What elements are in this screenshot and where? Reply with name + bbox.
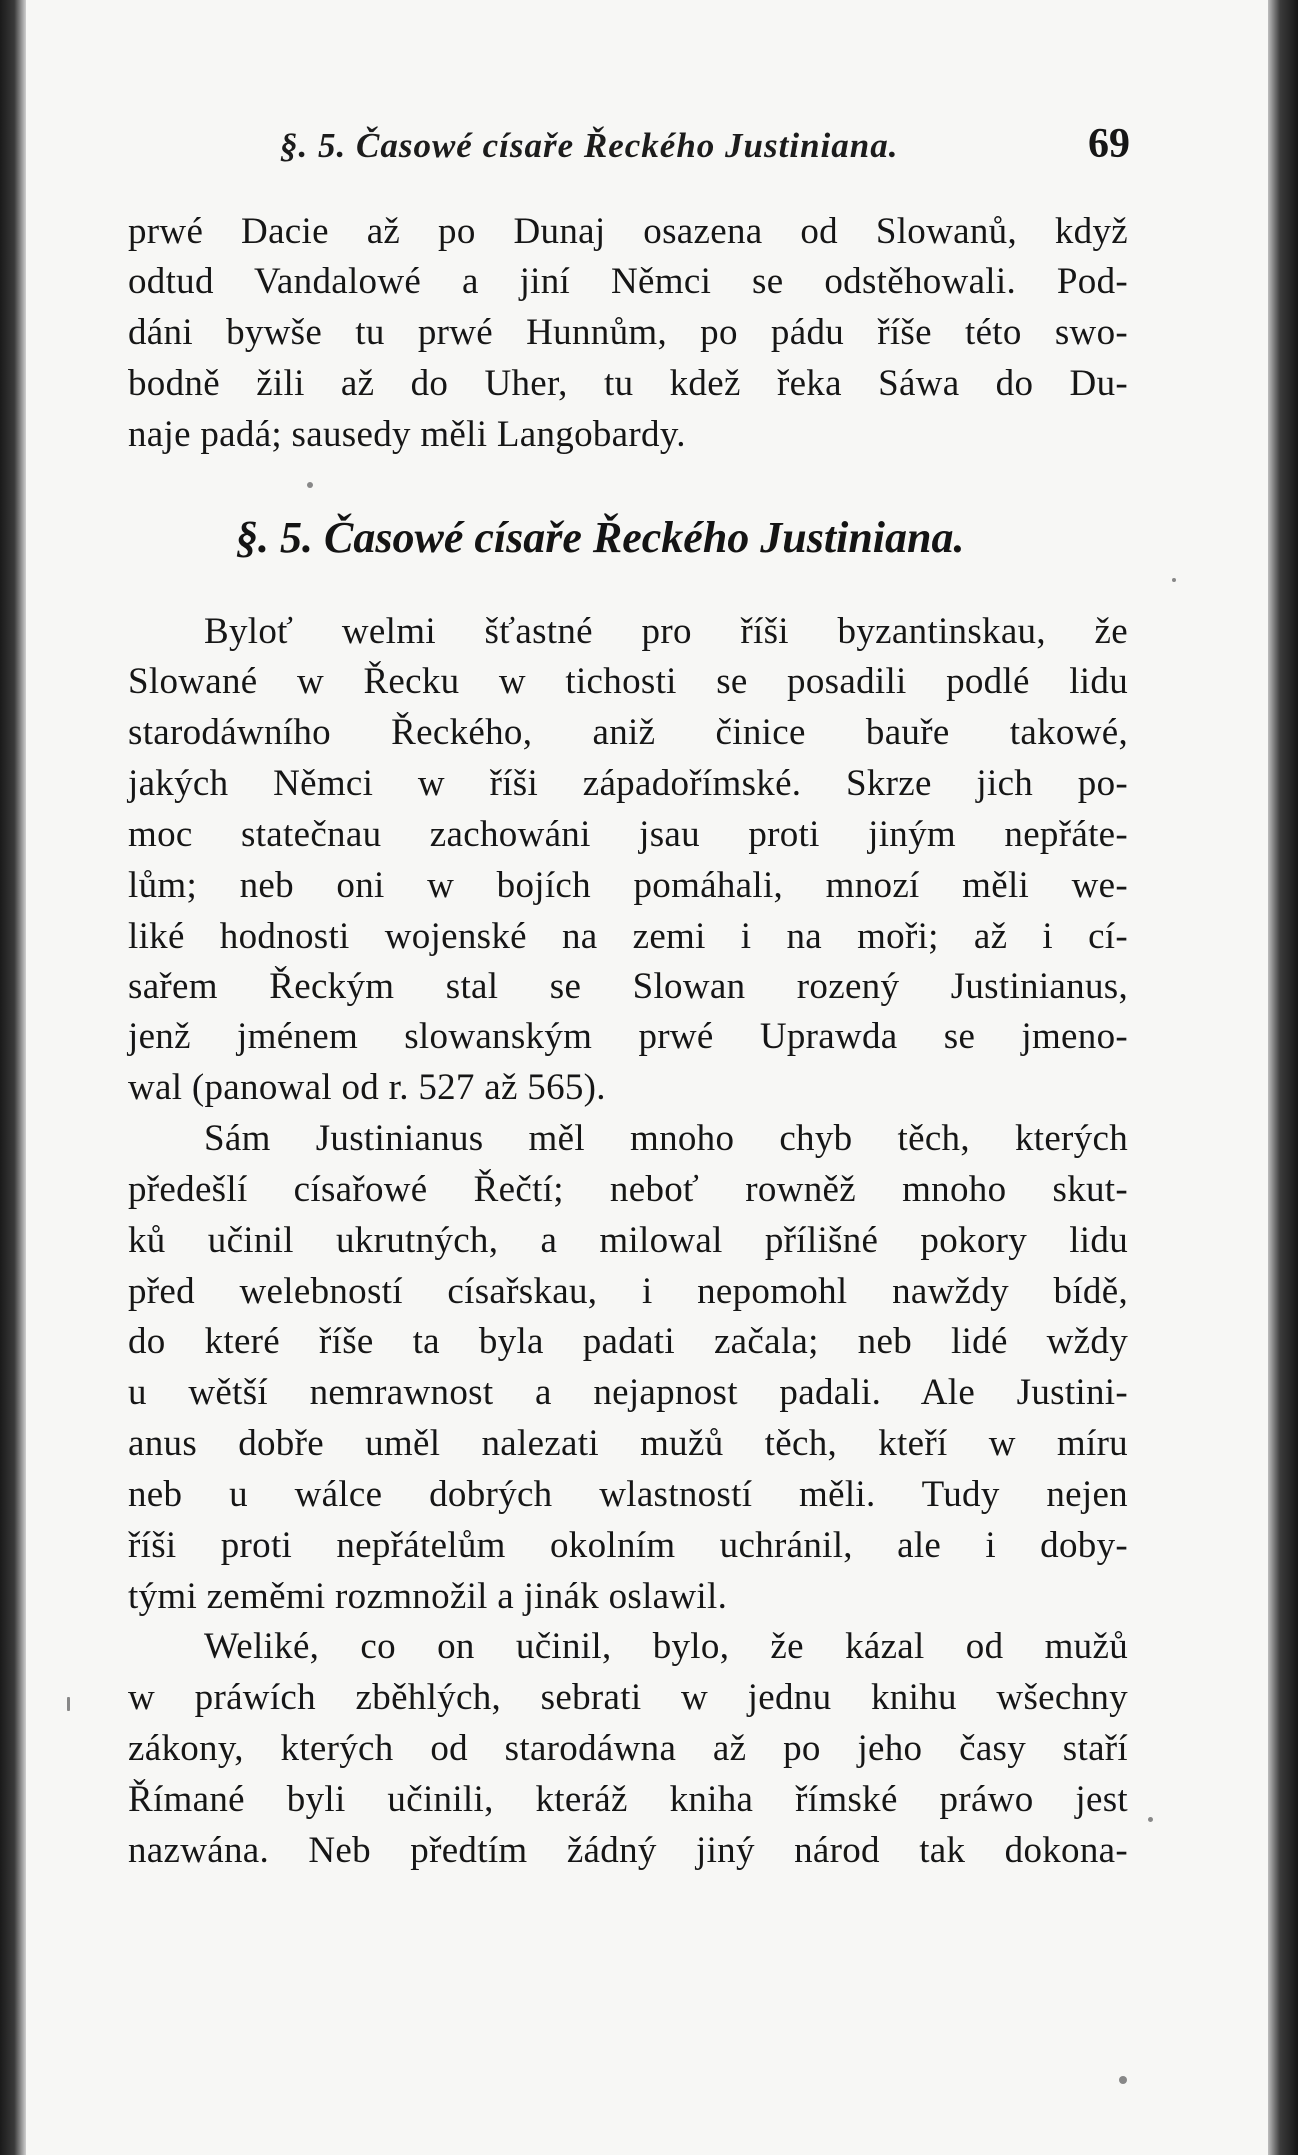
- text-line: ků učinil ukrutných, a milowal přílišné pokory lidu: [128, 1220, 1128, 1261]
- text-line: Římané byli učinili, kteráž kniha římské práwo jest: [128, 1779, 1128, 1820]
- scan-speck: [1148, 1817, 1153, 1822]
- text-line: neb u wálce dobrých wlastností měli. Tudy nejen: [128, 1474, 1128, 1515]
- text-line: jakých Němci w říši západořímské. Skrze jich po-: [128, 763, 1128, 804]
- text-line: prwé Dacie až po Dunaj osazena od Slowanů, když: [128, 211, 1128, 252]
- text-line: před welebností císařskau, i nepomohl nawždy bídě,: [128, 1271, 1128, 1312]
- text-line: Sám Justinianus měl mnoho chyb těch, kterých: [204, 1118, 1128, 1159]
- text-line: moc statečnau zachowáni jsau proti jiným nepřáte-: [128, 814, 1128, 855]
- text-line: w práwích zběhlých, sebrati w jednu knihu wšechny: [128, 1677, 1128, 1718]
- section-heading: §. 5. Časowé císaře Řeckého Justiniana.: [236, 513, 965, 562]
- text-line: Weliké, co on učinil, bylo, že kázal od mužů: [204, 1626, 1128, 1667]
- scan-speck: [1119, 2076, 1127, 2084]
- text-line: do které říše ta byla padati začala; neb lidé wždy: [128, 1321, 1128, 1362]
- text-line: bodně žili až do Uher, tu kdež řeka Sáwa do Du-: [128, 363, 1128, 404]
- scan-speck: [1172, 578, 1176, 582]
- scan-speck: [67, 1697, 70, 1711]
- text-line: wal (panowal od r. 527 až 565).: [128, 1067, 606, 1108]
- page-number: 69: [1088, 121, 1130, 167]
- text-line: Byloť welmi šťastné pro říši byzantinskau, že: [204, 611, 1128, 652]
- text-line: sařem Řeckým stal se Slowan rozený Justinianus,: [128, 966, 1128, 1007]
- text-line: naje padá; sausedy měli Langobardy.: [128, 414, 686, 455]
- text-line: tými zeměmi rozmnožil a jinák oslawil.: [128, 1576, 728, 1617]
- book-spine-shadow: [0, 0, 26, 2155]
- text-line: Slowané w Řecku w tichosti se posadili podlé lidu: [128, 661, 1128, 702]
- text-line: anus dobře uměl nalezati mužů těch, kteří w míru: [128, 1423, 1128, 1464]
- running-header: [130, 118, 1130, 178]
- text-line: dáni bywše tu prwé Hunnům, po pádu říše této swo-: [128, 312, 1128, 353]
- text-line: starodáwního Řeckého, aniž činice bauře takowé,: [128, 712, 1128, 753]
- text-line: nazwána. Neb předtím žádný jiný národ tak dokona-: [128, 1830, 1128, 1871]
- text-line: zákony, kterých od starodáwna až po jeho časy staří: [128, 1728, 1128, 1769]
- page-edge-shadow: [1268, 0, 1298, 2155]
- text-line: u wětší nemrawnost a nejapnost padali. Ale Justini-: [128, 1372, 1128, 1413]
- text-line: lům; neb oni w bojích pomáhali, mnozí měli we-: [128, 865, 1128, 906]
- scan-speck: [307, 482, 313, 488]
- text-line: říši proti nepřátelům okolním uchránil, ale i doby-: [128, 1525, 1128, 1566]
- text-line: odtud Vandalowé a jiní Němci se odstěhowali. Pod-: [128, 261, 1128, 302]
- running-title: §. 5. Časowé císaře Řeckého Justiniana.: [280, 126, 899, 165]
- text-line: jenž jménem slowanským prwé Uprawda se jmeno-: [128, 1016, 1128, 1057]
- text-line: předešlí císařowé Řečtí; neboť rowněž mnoho skut-: [128, 1169, 1128, 1210]
- text-line: liké hodnosti wojenské na zemi i na moři; až i cí-: [128, 916, 1128, 957]
